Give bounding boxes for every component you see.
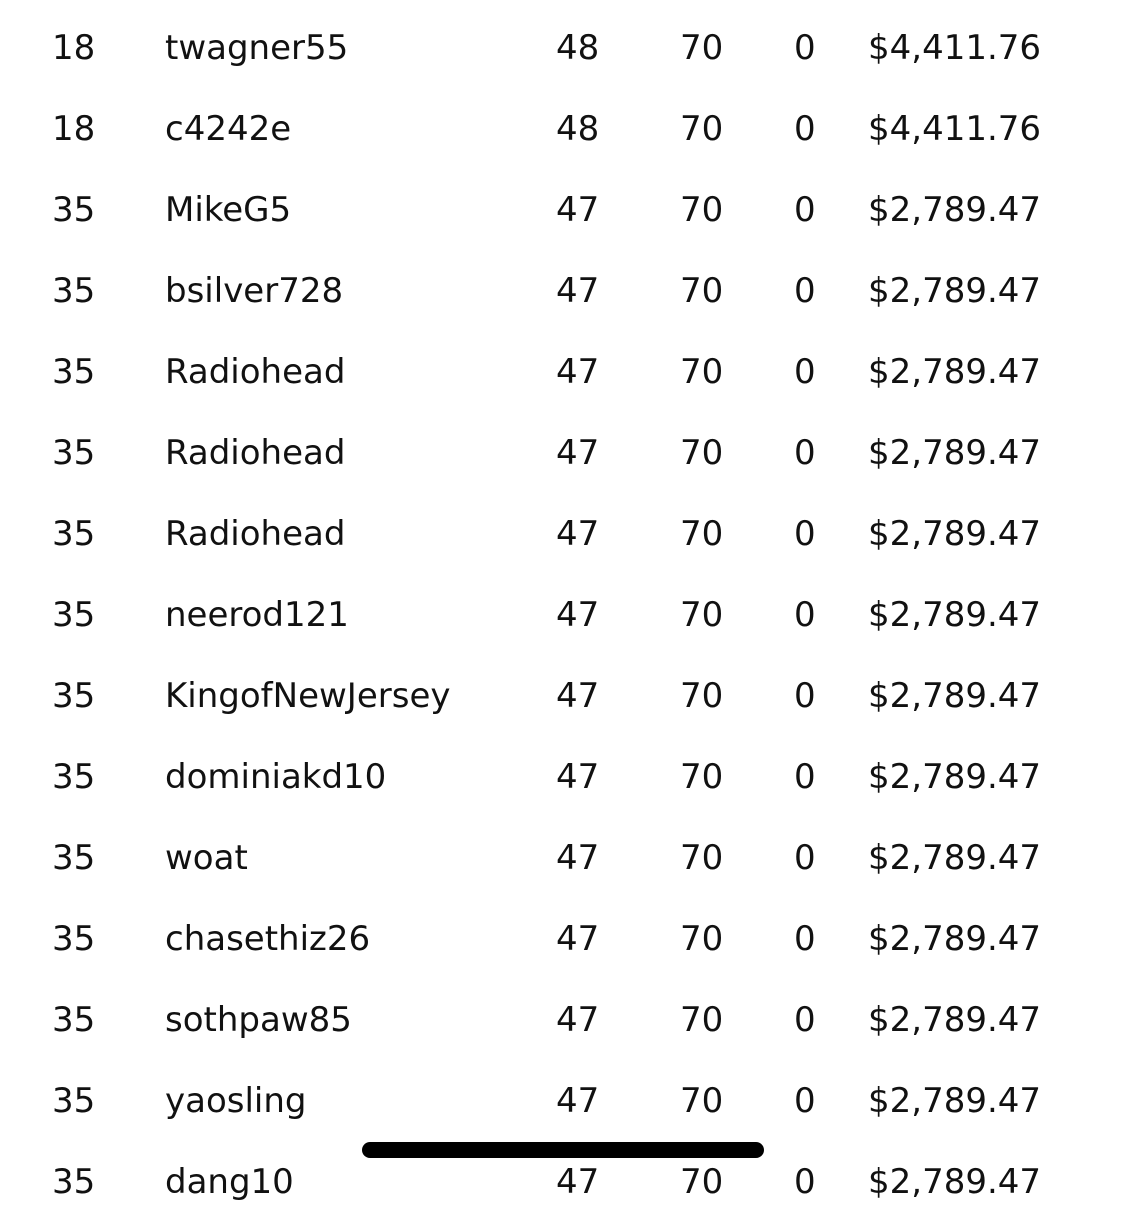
max-points-cell: 70 — [680, 595, 724, 635]
max-points-cell: 70 — [680, 1000, 724, 1040]
tiebreak-cell: 0 — [794, 1000, 816, 1040]
rank-cell: 35 — [52, 514, 96, 554]
winnings-cell: $2,789.47 — [868, 1000, 1042, 1040]
max-points-cell: 70 — [680, 1162, 724, 1202]
points-cell: 47 — [556, 676, 600, 716]
points-cell: 47 — [556, 433, 600, 473]
table-row[interactable] — [0, 413, 1125, 494]
tiebreak-cell: 0 — [794, 757, 816, 797]
username-cell: c4242e — [165, 109, 292, 149]
rank-cell: 35 — [52, 595, 96, 635]
max-points-cell: 70 — [680, 433, 724, 473]
table-row[interactable] — [0, 656, 1125, 737]
tiebreak-cell: 0 — [794, 352, 816, 392]
rank-cell: 35 — [52, 1081, 96, 1121]
rank-cell: 35 — [52, 1162, 96, 1202]
winnings-cell: $2,789.47 — [868, 433, 1042, 473]
username-cell: twagner55 — [165, 28, 349, 68]
max-points-cell: 70 — [680, 514, 724, 554]
points-cell: 47 — [556, 271, 600, 311]
points-cell: 48 — [556, 109, 600, 149]
winnings-cell: $2,789.47 — [868, 676, 1042, 716]
rank-cell: 35 — [52, 190, 96, 230]
rank-cell: 35 — [52, 433, 96, 473]
winnings-cell: $2,789.47 — [868, 919, 1042, 959]
tiebreak-cell: 0 — [794, 1081, 816, 1121]
username-cell: Radiohead — [165, 514, 346, 554]
max-points-cell: 70 — [680, 757, 724, 797]
max-points-cell: 70 — [680, 919, 724, 959]
rank-cell: 35 — [52, 676, 96, 716]
rank-cell: 35 — [52, 1000, 96, 1040]
rank-cell: 18 — [52, 109, 96, 149]
points-cell: 47 — [556, 838, 600, 878]
table-row[interactable] — [0, 170, 1125, 251]
table-row[interactable] — [0, 89, 1125, 170]
max-points-cell: 70 — [680, 271, 724, 311]
max-points-cell: 70 — [680, 109, 724, 149]
table-row[interactable] — [0, 575, 1125, 656]
tiebreak-cell: 0 — [794, 190, 816, 230]
tiebreak-cell: 0 — [794, 676, 816, 716]
winnings-cell: $2,789.47 — [868, 190, 1042, 230]
points-cell: 47 — [556, 352, 600, 392]
username-cell: yaosling — [165, 1081, 307, 1121]
max-points-cell: 70 — [680, 352, 724, 392]
rank-cell: 35 — [52, 838, 96, 878]
winnings-cell: $4,411.76 — [868, 109, 1042, 149]
max-points-cell: 70 — [680, 1081, 724, 1121]
points-cell: 47 — [556, 1081, 600, 1121]
winnings-cell: $2,789.47 — [868, 1162, 1042, 1202]
table-row[interactable] — [0, 980, 1125, 1061]
table-row[interactable] — [0, 899, 1125, 980]
rank-cell: 35 — [52, 271, 96, 311]
max-points-cell: 70 — [680, 190, 724, 230]
points-cell: 47 — [556, 1162, 600, 1202]
username-cell: woat — [165, 838, 248, 878]
tiebreak-cell: 0 — [794, 28, 816, 68]
points-cell: 48 — [556, 28, 600, 68]
table-row[interactable] — [0, 251, 1125, 332]
winnings-cell: $2,789.47 — [868, 271, 1042, 311]
username-cell: dang10 — [165, 1162, 294, 1202]
username-cell: bsilver728 — [165, 271, 344, 311]
points-cell: 47 — [556, 514, 600, 554]
tiebreak-cell: 0 — [794, 1162, 816, 1202]
username-cell: KingofNewJersey — [165, 676, 451, 716]
winnings-cell: $2,789.47 — [868, 838, 1042, 878]
rank-cell: 35 — [52, 757, 96, 797]
max-points-cell: 70 — [680, 838, 724, 878]
table-row[interactable] — [0, 1061, 1125, 1142]
tiebreak-cell: 0 — [794, 595, 816, 635]
points-cell: 47 — [556, 595, 600, 635]
username-cell: Radiohead — [165, 433, 346, 473]
rank-cell: 18 — [52, 28, 96, 68]
winnings-cell: $2,789.47 — [868, 1081, 1042, 1121]
tiebreak-cell: 0 — [794, 433, 816, 473]
home-indicator[interactable] — [362, 1142, 764, 1158]
winnings-cell: $2,789.47 — [868, 595, 1042, 635]
points-cell: 47 — [556, 757, 600, 797]
winnings-cell: $4,411.76 — [868, 28, 1042, 68]
username-cell: neerod121 — [165, 595, 349, 635]
username-cell: dominiakd10 — [165, 757, 387, 797]
tiebreak-cell: 0 — [794, 271, 816, 311]
max-points-cell: 70 — [680, 28, 724, 68]
points-cell: 47 — [556, 919, 600, 959]
username-cell: sothpaw85 — [165, 1000, 352, 1040]
rank-cell: 35 — [52, 919, 96, 959]
tiebreak-cell: 0 — [794, 919, 816, 959]
table-row[interactable] — [0, 494, 1125, 575]
points-cell: 47 — [556, 190, 600, 230]
table-row[interactable] — [0, 8, 1125, 89]
table-row[interactable] — [0, 737, 1125, 818]
username-cell: MikeG5 — [165, 190, 292, 230]
tiebreak-cell: 0 — [794, 514, 816, 554]
username-cell: Radiohead — [165, 352, 346, 392]
rank-cell: 35 — [52, 352, 96, 392]
username-cell: chasethiz26 — [165, 919, 371, 959]
leaderboard-table — [0, 8, 1125, 1223]
table-row[interactable] — [0, 332, 1125, 413]
table-row[interactable] — [0, 818, 1125, 899]
points-cell: 47 — [556, 1000, 600, 1040]
winnings-cell: $2,789.47 — [868, 514, 1042, 554]
tiebreak-cell: 0 — [794, 109, 816, 149]
tiebreak-cell: 0 — [794, 838, 816, 878]
max-points-cell: 70 — [680, 676, 724, 716]
winnings-cell: $2,789.47 — [868, 757, 1042, 797]
winnings-cell: $2,789.47 — [868, 352, 1042, 392]
